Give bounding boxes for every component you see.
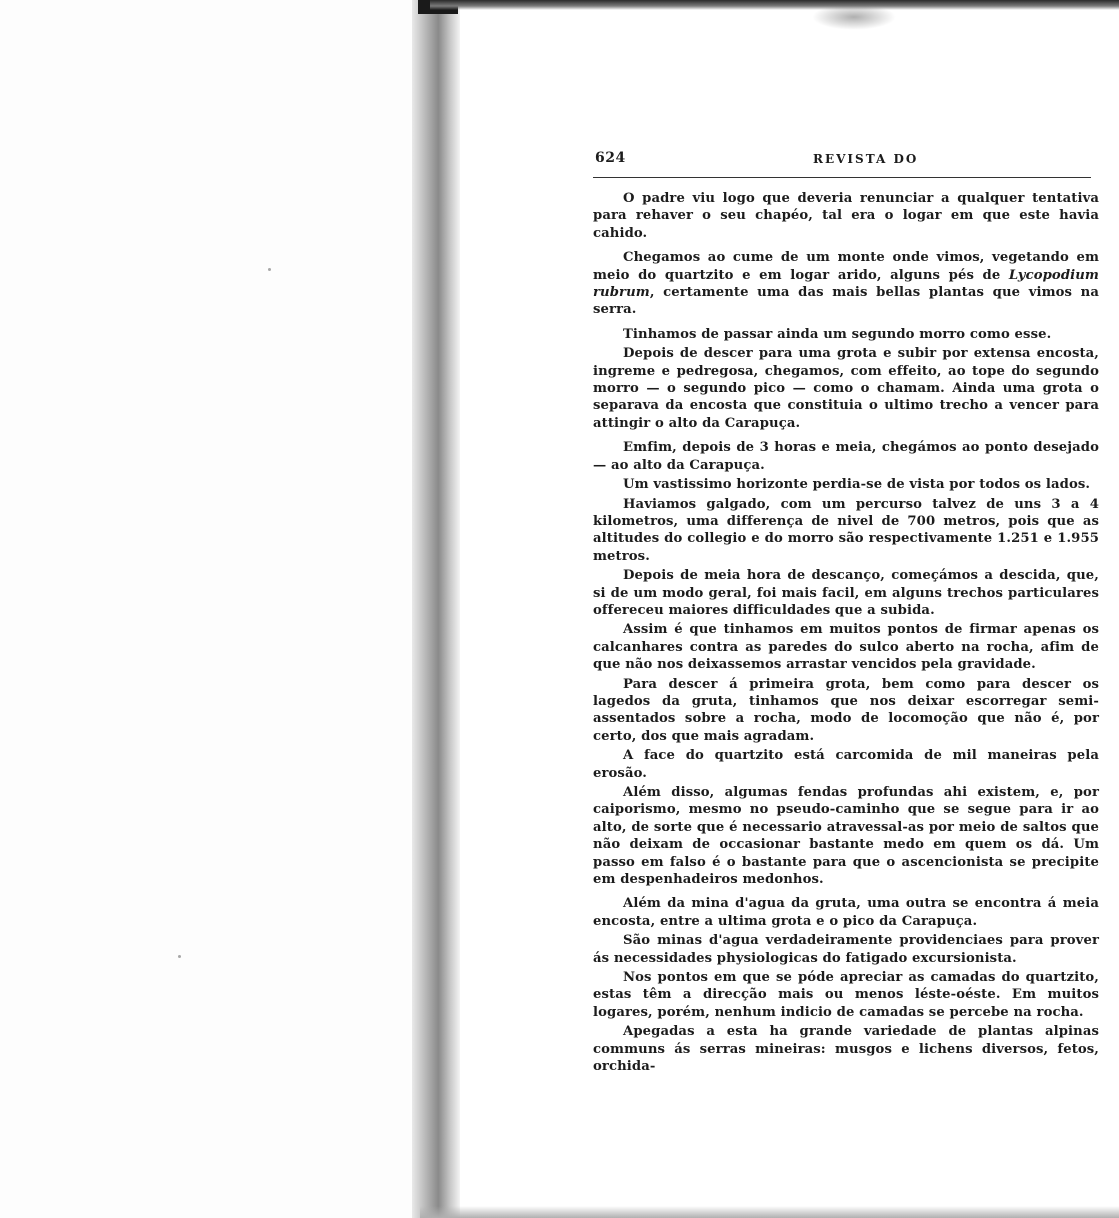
paragraph: São minas d'agua verdadeiramente providenciaes para prover ás necessidades physiologicas do fatigado excursionista. [593, 933, 1099, 966]
paragraph-text: , certamente uma das mais bellas plantas que vimos na serra. [593, 285, 1099, 318]
header-rule [593, 177, 1091, 178]
paragraph: Apegadas a esta ha grande variedade de plantas alpinas communs ás serras mineiras: musgos e lichens diversos, fetos, orchida- [593, 1024, 1099, 1075]
paper-speck [268, 268, 271, 271]
paragraph: Um vastissimo horizonte perdia-se de vista por todos os lados. [623, 477, 1091, 493]
journal-title: REVISTA DO [813, 152, 919, 166]
running-header [593, 150, 1099, 174]
paragraph: Depois de meia hora de descanço, começámos a descida, que, si de um modo geral, foi mais facil, em alguns trechos particulares offereceu maiores difficuldades que a subida. [593, 568, 1099, 618]
paragraph: Depois de descer para uma grota e subir por extensa encosta, ingreme e pedregosa, chegamos, com effeito, ao tope do segundo morro — o segundo pico — como o chamam. Ainda uma grota o separava da encosta que constituia o ultimo trecho a vencer para attingir o alto da Carapuça. [593, 346, 1099, 431]
paragraph: Emfim, depois de 3 horas e meia, chegámos ao ponto desejado — ao alto da Carapuça. [593, 440, 1099, 473]
printed-page [593, 150, 1099, 1210]
paper-stain [812, 4, 896, 30]
paragraph [593, 249, 1099, 319]
paragraph: Para descer á primeira grota, bem como para descer os lagedos da gruta, tinhamos que nos deixar escorregar semi-assentados sobre a rocha, modo de locomoção que não é, por certo, dos que mais agradam. [593, 676, 1099, 744]
paragraph: Além da mina d'agua da gruta, uma outra se encontra á meia encosta, entre a ultima grota e o pico da Carapuça. [593, 896, 1099, 929]
blank-left-page [0, 0, 420, 1218]
paragraph-text: Chegamos ao cume de um monte onde vimos, vegetando em meio do quartzito e em logar arido, alguns pés de [593, 250, 1099, 283]
page-number: 624 [595, 150, 626, 166]
paragraph: Assim é que tinhamos em muitos pontos de firmar apenas os calcanhares contra as paredes do sulco aberto na rocha, afim de que não nos deixassemos arrastar vencidos pela gravidade. [593, 622, 1099, 673]
paragraph: A face do quartzito está carcomida de mil maneiras pela erosão. [593, 748, 1099, 781]
scan-top-edge [430, 0, 1119, 10]
paragraph: Haviamos galgado, com um percurso talvez de uns 3 a 4 kilometros, uma differença de nivel de 700 metros, pois que as altitudes do collegio e do morro são respectivamente 1.251 e 1.955 metros. [593, 496, 1099, 564]
paragraph: Nos pontos em que se póde apreciar as camadas do quartzito, estas têm a direcção mais ou menos léste-oéste. Em muitos logares, porém, nenhum indicio de camadas se percebe na rocha. [593, 970, 1099, 1020]
paper-speck [178, 955, 181, 958]
paragraph: O padre viu logo que deveria renunciar a qualquer tentativa para rehaver o seu chapéo, tal era o logar em que este havia cahido. [593, 191, 1099, 241]
paragraph: Tinhamos de passar ainda um segundo morro como esse. [623, 326, 1052, 342]
paragraph: Além disso, algumas fendas profundas ahi existem, e, por caiporismo, mesmo no pseudo-caminho que se segue para ir ao alto, de sorte que é necessario atravessal-as por meio de saltos que não deixam de occasionar bastante medo em quem os dá. Um passo em falso é o bastante para que o ascencionista se precipite em despenhadeiros medonhos. [593, 785, 1099, 888]
book-gutter [412, 0, 460, 1218]
species-name: Lycopodium rubrum [593, 267, 1099, 301]
body-text [593, 190, 1099, 1076]
